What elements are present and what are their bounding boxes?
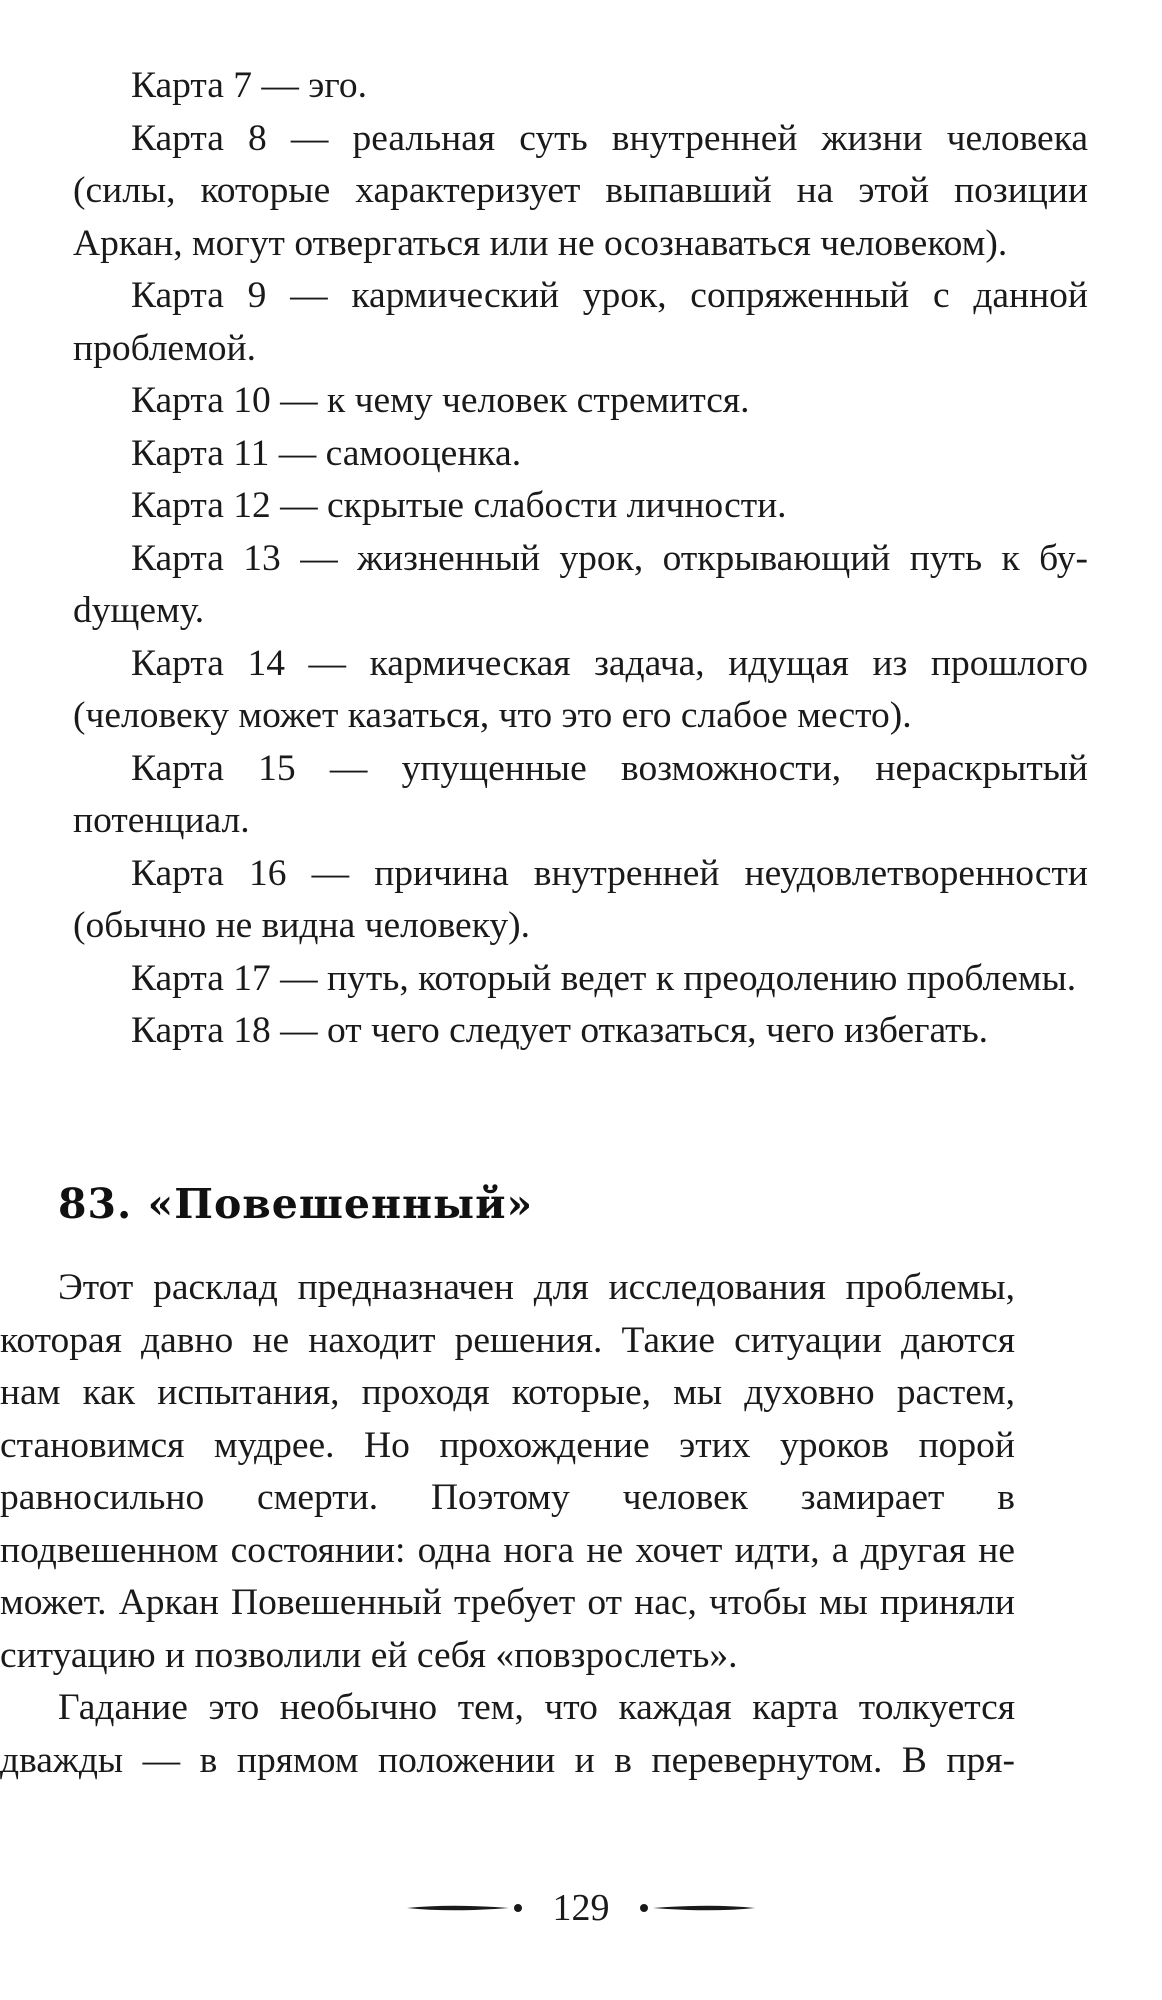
- ornament-left-icon: [405, 1898, 525, 1918]
- list-item: Карта 12 — скрытые слабости личности.: [131, 485, 787, 526]
- list-item: Карта 18 — от чего следует отказаться, чего избегать.: [131, 1010, 989, 1051]
- paragraph: Этот расклад предназначен для исследования проблемы, которая давно не находит решения. Такие ситуации даются нам как испытания, проходя которые, мы духовно растем, становимся мудрее. Но прохождение этих уроков порой равносильно смерти. Поэтому человек замирает в подвешенном состоянии: одна нога не хочет идти, а другая не может. Аркан Повешенный требует от нас, чтобы мы приняли ситуацию и позволили ей себя «повзрослеть».: [0, 1267, 1015, 1676]
- list-item: Карта 15 — упущенные возможности, нераскрытый потенциал.: [73, 747, 1088, 841]
- ornament-right-icon: [637, 1898, 757, 1918]
- page-footer: [0, 1880, 1162, 1933]
- list-item: Карта 9 — кармический урок, сопряженный с данной проблемой.: [73, 275, 1088, 369]
- list-item: Карта 16 — причина внутренней неудовлетворенности (обычно не видна человеку).: [73, 852, 1088, 946]
- list-item: Карта 10 — к чему человек стремится.: [131, 380, 750, 421]
- section-body: [0, 1262, 1015, 1787]
- list-item: Карта 13 — жизненный урок, открывающий путь к буdущему.: [73, 537, 1088, 631]
- section-heading: 83. «Повешенный»: [58, 1180, 534, 1228]
- list-item: Карта 7 — эго.: [131, 65, 367, 106]
- paragraph: Гадание это необычно тем, что каждая карта толкуется дважды — в прямом положении и в перевернутом. В пря-: [0, 1687, 1015, 1781]
- page-number: 129: [552, 1887, 610, 1930]
- list-item: Карта 11 — самооценка.: [131, 432, 522, 474]
- list-item: Карта 17 — путь, который ведет к преодолению проблемы.: [131, 957, 1077, 999]
- page-body: [73, 60, 1088, 1058]
- list-item: Карта 8 — реальная суть внутренней жизни человека (силы, которые характеризует выпавший на этой позиции Аркан, могут отвергаться или не осознаваться человеком).: [73, 117, 1088, 264]
- list-item: Карта 14 — кармическая задача, идущая из прошлого (человеку может казаться, что это его слабое место).: [73, 642, 1088, 736]
